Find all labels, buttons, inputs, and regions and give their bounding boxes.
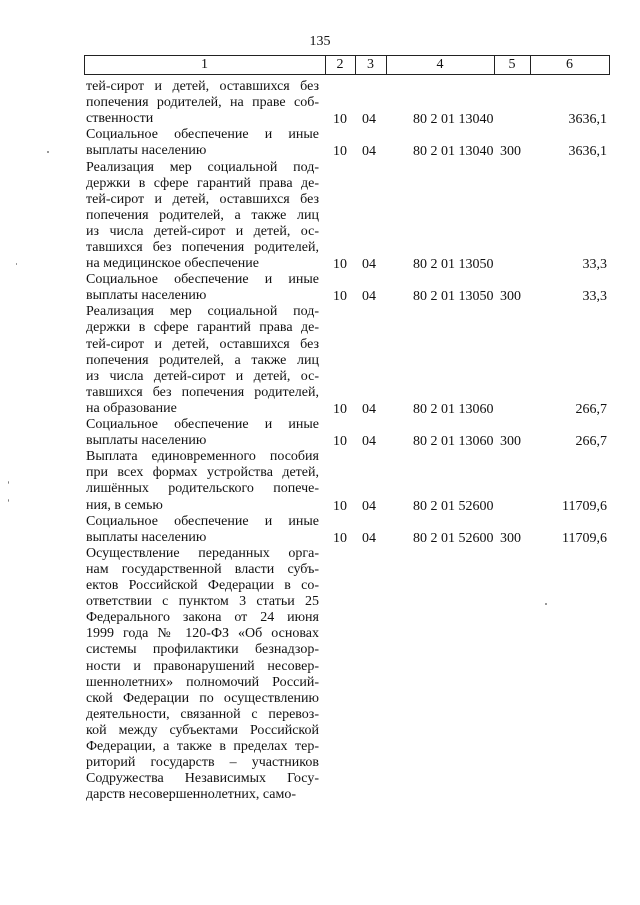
subsection-cell: 04: [362, 434, 376, 450]
expense-type-cell: 300: [500, 530, 521, 546]
description-line: кой между субъектами Российской: [86, 722, 319, 738]
table-header-cell: 3: [367, 57, 374, 72]
description-line: Социальное обеспечение и иные: [86, 513, 319, 529]
description-line: попечения родителей, а также лиц: [86, 207, 319, 223]
description-line: ектов Российской Федерации в со-: [86, 578, 319, 594]
amount-cell: 266,7: [575, 434, 607, 450]
target-article-cell: 80 2 01 13060: [413, 434, 494, 450]
description-line: тавшихся без попечения родителей,: [86, 384, 319, 400]
table-row: [0, 417, 640, 449]
scan-speck: [8, 499, 9, 502]
description-line: выплаты населению: [86, 288, 207, 304]
description-line: ния, в семью: [86, 497, 163, 513]
section-cell: 10: [333, 257, 347, 273]
description-cell: [86, 514, 319, 546]
subsection-cell: 04: [362, 144, 376, 160]
table-row: [0, 79, 640, 127]
target-article-cell: 80 2 01 13050: [413, 257, 494, 273]
expense-type-cell: 300: [500, 289, 521, 305]
subsection-cell: 04: [362, 498, 376, 514]
target-article-cell: 80 2 01 13060: [413, 401, 494, 417]
target-article-cell: 80 2 01 52600: [413, 530, 494, 546]
target-article-cell: 80 2 01 52600: [413, 498, 494, 514]
description-line: 1999 года № 120-ФЗ «Об основах: [86, 626, 319, 642]
description-line: ской Федерации по осуществлению: [86, 690, 319, 706]
description-line: Осуществление переданных орга-: [86, 545, 319, 561]
section-cell: 10: [333, 401, 347, 417]
description-line: системы профилактики безнадзор-: [86, 642, 319, 658]
target-article-cell: 80 2 01 13050: [413, 289, 494, 305]
scan-speck: [47, 151, 49, 153]
amount-cell: 33,3: [582, 257, 607, 273]
description-line: держки в сфере гарантий права де-: [86, 320, 319, 336]
table-row: [0, 272, 640, 304]
description-cell: [86, 546, 319, 804]
subsection-cell: 04: [362, 530, 376, 546]
description-cell: [86, 79, 319, 127]
amount-cell: 3636,1: [568, 112, 607, 128]
description-line: нам государственной власти субъ-: [86, 561, 319, 577]
description-line: попечения родителей, а также лиц: [86, 352, 319, 368]
description-line: деятельности, связанной с перевоз-: [86, 706, 319, 722]
scan-speck: [8, 481, 9, 484]
table-row: [0, 449, 640, 513]
description-line: выплаты населению: [86, 143, 207, 159]
description-line: Социальное обеспечение и иные: [86, 272, 319, 288]
target-article-cell: 80 2 01 13040: [413, 112, 494, 128]
subsection-cell: 04: [362, 289, 376, 305]
description-line: Социальное обеспечение и иные: [86, 127, 319, 143]
target-article-cell: 80 2 01 13040: [413, 144, 494, 160]
table-row: [0, 546, 640, 804]
description-line: Социальное обеспечение и иные: [86, 417, 319, 433]
description-line: дарств несовершеннолетних, само-: [86, 787, 297, 803]
section-cell: 10: [333, 498, 347, 514]
amount-cell: 3636,1: [568, 144, 607, 160]
amount-cell: 11709,6: [562, 530, 607, 546]
description-line: из числа детей-сирот и детей, ос-: [86, 223, 319, 239]
expense-type-cell: 300: [500, 434, 521, 450]
section-cell: 10: [333, 530, 347, 546]
description-line: ственности: [86, 111, 154, 127]
section-cell: 10: [333, 434, 347, 450]
description-line: тавшихся без попечения родителей,: [86, 239, 319, 255]
table-row: [0, 160, 640, 273]
description-line: риторий государств – участников: [86, 755, 319, 771]
subsection-cell: 04: [362, 112, 376, 128]
amount-cell: 266,7: [575, 401, 607, 417]
description-line: Реализация мер социальной под-: [86, 304, 319, 320]
table-row: [0, 304, 640, 417]
description-line: Выплата единовременного пособия: [86, 449, 319, 465]
table-header-cell: 1: [201, 57, 208, 72]
table-row: [0, 127, 640, 159]
description-line: тей-сирот и детей, оставшихся без: [86, 191, 319, 207]
description-line: Содружества Независимых Госу-: [86, 771, 319, 787]
table-header-cell: 2: [336, 57, 344, 72]
section-cell: 10: [333, 112, 347, 128]
scan-speck: [16, 263, 17, 265]
description-line: на медицинское обеспечение: [86, 256, 259, 272]
amount-cell: 11709,6: [562, 498, 607, 514]
description-cell: [86, 127, 319, 159]
description-line: ответствии с пунктом 3 статьи 25: [86, 594, 319, 610]
expense-type-cell: 300: [500, 144, 521, 160]
scan-speck: [545, 603, 547, 605]
description-cell: [86, 417, 319, 449]
description-line: шеннолетних» полномочий Россий-: [86, 674, 319, 690]
table-row: [0, 514, 640, 546]
description-line: Федерации, а также в пределах тер-: [86, 739, 319, 755]
description-line: попечения родителей, на праве соб-: [86, 95, 319, 111]
description-line: ности и правонарушений несовер-: [86, 658, 319, 674]
description-cell: [86, 304, 319, 417]
description-line: выплаты населению: [86, 433, 207, 449]
description-line: Реализация мер социальной под-: [86, 159, 319, 175]
description-line: тей-сирот и детей, оставшихся без: [86, 336, 319, 352]
page-number: 135: [309, 34, 331, 49]
description-line: выплаты населению: [86, 529, 207, 545]
section-cell: 10: [333, 144, 347, 160]
description-line: при всех формах устройства детей,: [86, 465, 319, 481]
description-line: из числа детей-сирот и детей, ос-: [86, 368, 319, 384]
table-header-cell: 5: [508, 57, 516, 72]
amount-cell: 33,3: [582, 289, 607, 305]
description-line: лишённых родительского попече-: [86, 481, 319, 497]
table-header-divider: [609, 55, 610, 75]
description-line: на образование: [86, 400, 177, 416]
description-cell: [86, 272, 319, 304]
section-cell: 10: [333, 289, 347, 305]
description-cell: [86, 160, 319, 273]
description-line: тей-сирот и детей, оставшихся без: [86, 79, 319, 94]
table-header-cell: 6: [566, 57, 573, 72]
subsection-cell: 04: [362, 401, 376, 417]
description-line: Федерального закона от 24 июня: [86, 610, 319, 626]
subsection-cell: 04: [362, 257, 376, 273]
description-cell: [86, 449, 319, 513]
table-header-cell: 4: [436, 57, 444, 72]
description-line: держки в сфере гарантий права де-: [86, 175, 319, 191]
